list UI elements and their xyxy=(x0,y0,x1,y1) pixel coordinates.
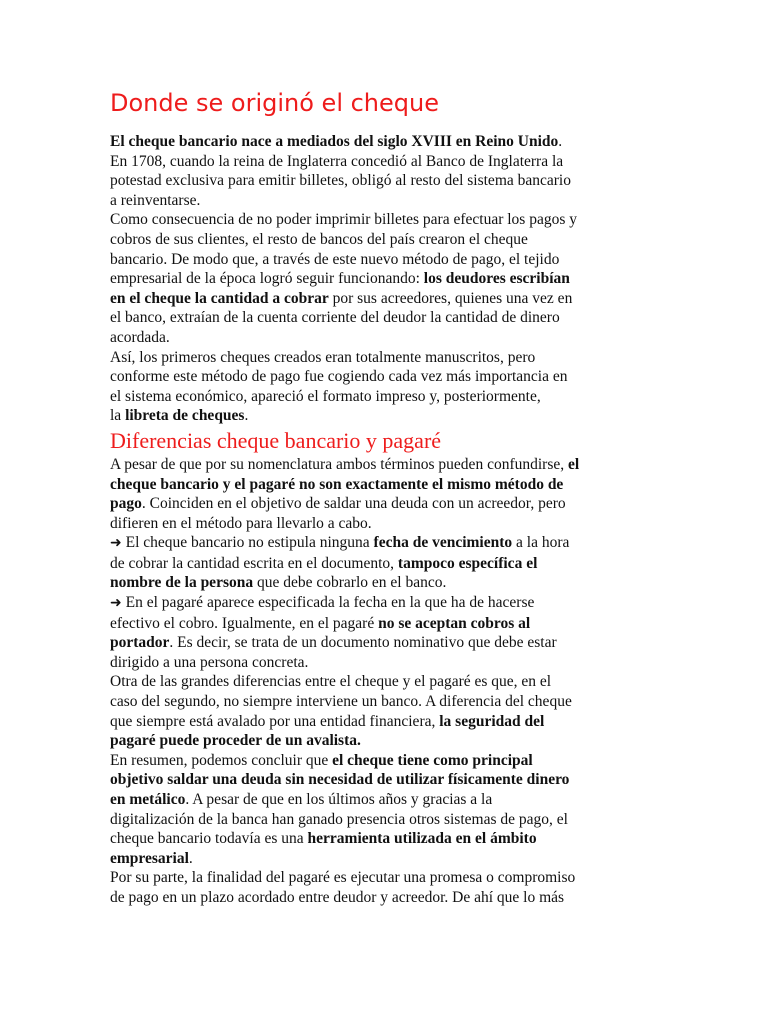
bold-text: no se aceptan cobros al portador xyxy=(110,614,531,652)
arrow-right-icon: ➜ xyxy=(110,595,122,612)
body-text: . xyxy=(188,849,193,867)
paragraph-consequence xyxy=(110,210,660,347)
document-page xyxy=(110,88,660,908)
bold-text: tampoco específica el nombre de la persona xyxy=(110,554,538,592)
page-title: Donde se originó el cheque xyxy=(110,89,439,117)
paragraph-cheque-point xyxy=(110,533,660,593)
body-text: . xyxy=(244,407,249,425)
body-text: Como consecuencia de no poder imprimir billetes para efectuar los pagos y cobros de sus clientes, el resto de bancos del país crearon el cheque bancario. De modo que, a través de este nuevo método de pago, el tejido empresarial de la época logró seguir funcionando: xyxy=(110,211,577,288)
bold-text: El cheque bancario nace a mediados del siglo XVIII en Reino Unido xyxy=(110,133,559,150)
bold-text: fecha de vencimiento xyxy=(373,534,513,552)
arrow-right-icon: ➜ xyxy=(110,535,122,552)
paragraph-differences-intro xyxy=(110,455,660,533)
bold-text: libreta de cheques xyxy=(125,407,245,425)
bold-text: el cheque bancario y el pagaré no son exactamente el mismo método de pago xyxy=(110,455,580,513)
body-text: Por su parte, la finalidad del pagaré es ejecutar una promesa o compromiso de pago en un plazo acordado entre deudor y acreedor. De ahí que lo más xyxy=(110,869,576,906)
body-text: El cheque bancario no estipula ninguna xyxy=(121,534,374,552)
body-text: a la hora de cobrar la cantidad escrita en el documento, xyxy=(110,534,570,572)
body-text: . Es decir, se trata de un documento nominativo que debe estar dirigido a una persona concreta. xyxy=(110,634,557,671)
paragraph-other-differences xyxy=(110,672,660,750)
body-text: . En 1708, cuando la reina de Inglaterra concedió al Banco de Inglaterra la potestad exclusiva para emitir billetes, obligó al resto del sistema bancario a reinventarse. xyxy=(110,133,571,209)
paragraph-origin xyxy=(110,132,660,210)
body-text: . Coinciden en el objetivo de saldar una deuda con un acreedor, pero difieren en el método para llevarlo a cabo. xyxy=(110,495,566,532)
paragraph-pagare-point xyxy=(110,593,660,672)
bold-text: herramienta utilizada en el ámbito empresarial xyxy=(110,830,537,867)
bold-text: los deudores escribían en el cheque la cantidad a cobrar xyxy=(110,270,570,307)
paragraph-pagare-purpose xyxy=(110,868,660,907)
body-text: . A pesar de que en los últimos años y gracias a la digitalización de la banca han ganado presencia otros sistemas de pago, el cheque bancario todavía es una xyxy=(110,791,568,848)
section-heading: Diferencias cheque bancario y pagaré xyxy=(110,427,442,453)
bold-text: la seguridad del pagaré puede proceder de un avalista. xyxy=(110,712,545,750)
body-text: Otra de las grandes diferencias entre el cheque y el pagaré es que, en el caso del segundo, no siempre interviene un banco. A diferencia del cheque que siempre está avalado por una entidad financiera, xyxy=(110,673,572,730)
body-text: En resumen, podemos concluir que xyxy=(110,751,333,769)
body-text: Así, los primeros cheques creados eran totalmente manuscritos, pero conforme este método de pago fue cogiendo cada vez más importancia en el sistema económico, apareció el formato impreso y, posteriormente, la xyxy=(110,348,568,425)
body-text: En el pagaré aparece especificada la fecha en la que ha de hacerse efectivo el cobro. Igualmente, en el pagaré xyxy=(110,594,535,632)
paragraph-first-cheques xyxy=(110,348,660,426)
body-text: que debe cobrarlo en el banco. xyxy=(253,574,447,592)
paragraph-summary xyxy=(110,751,660,869)
bold-text: el cheque tiene como principal objetivo saldar una deuda sin necesidad de utilizar físicamente dinero en metálico xyxy=(110,751,570,808)
body-text: por sus acreedores, quienes una vez en el banco, extraían de la cuenta corriente del deudor la cantidad de dinero acordada. xyxy=(110,289,573,346)
body-text: A pesar de que por su nomenclatura ambos términos pueden confundirse, xyxy=(110,455,568,473)
